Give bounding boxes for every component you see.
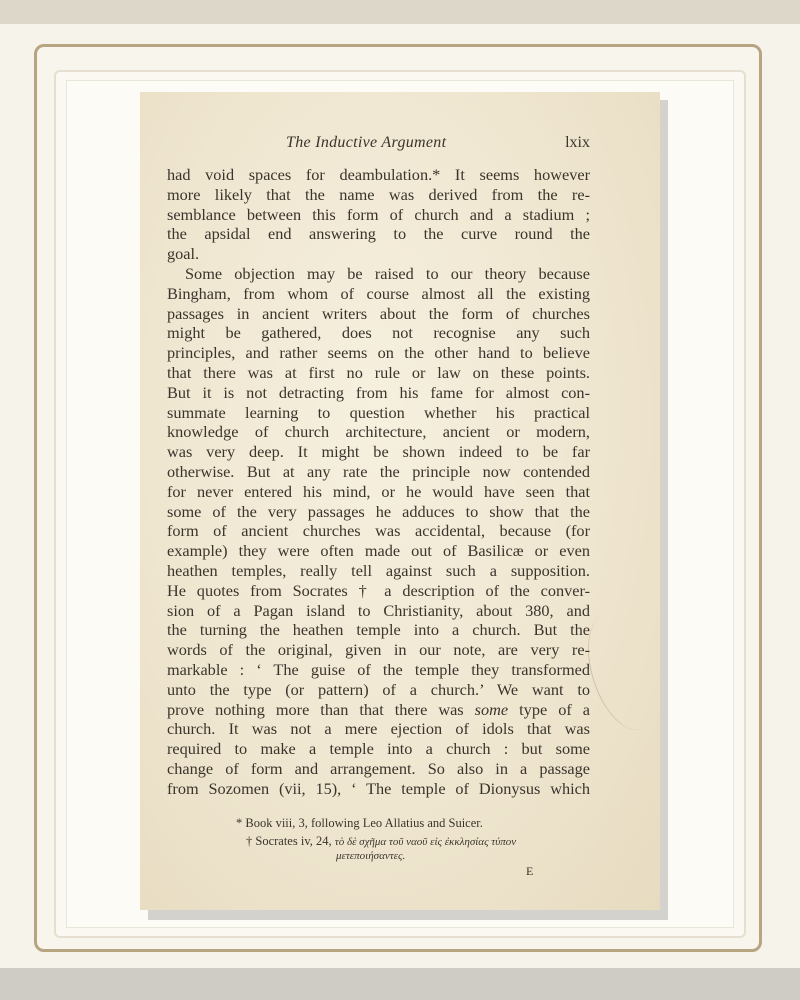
text-line-italic-word (167, 700, 590, 720)
text-line: required to make a temple into a church : but some (167, 739, 590, 759)
text-line: the turning the heathen temple into a church. But the (167, 620, 590, 640)
text-line: form of ancient churches was accidental, because (for (167, 521, 590, 541)
text-line: goal. (167, 244, 200, 264)
text-line: might be gathered, does not recognise any such (167, 323, 590, 343)
book-page (140, 92, 660, 910)
text-line: from Sozomen (vii, 15), ‘ The temple of Dionysus which (167, 778, 590, 798)
text-line: Bingham, from whom of course almost all the existing (167, 283, 590, 303)
text-line: passages in ancient writers about the form of churches (167, 303, 590, 323)
top-band (0, 0, 800, 24)
bottom-band (0, 968, 800, 1000)
text-line: was very deep. It might be shown indeed to be far (167, 442, 590, 462)
text-line: some of the very passages he adduces to show that the (167, 501, 590, 521)
text-line: But it is not detracting from his fame for almost con- (167, 382, 590, 402)
footnote-2-greek: τὸ δὲ σχῆμα τοῦ ναοῦ εἰς ἐκκλησίας τύπον (334, 836, 517, 848)
text-segment: prove nothing more than that there was (167, 699, 464, 719)
text-line: had void spaces for deambulation.* It seems however (167, 165, 590, 184)
text-line: summate learning to question whether his practical (167, 402, 590, 422)
text-line: example) they were often made out of Basilicæ or even (167, 541, 590, 561)
text-line: knowledge of church architecture, ancient or modern, (167, 422, 590, 442)
text-line: semblance between this form of church and a stadium ; (167, 204, 590, 224)
running-title: The Inductive Argument (286, 134, 447, 151)
footnote-2-continuation: μετεποιήσαντες. (336, 850, 406, 862)
text-line: He quotes from Socrates † a description of the conver- (167, 580, 590, 600)
text-segment: type of a (519, 699, 590, 719)
text-line: that there was at first no rule or law on these points. (167, 362, 590, 382)
italic-word: some (474, 699, 509, 719)
page-number: lxix (565, 134, 590, 151)
signature-mark: E (526, 864, 534, 878)
footnote-1: * Book viii, 3, following Leo Allatius and Suicer. (236, 816, 483, 830)
text-line: for never entered his mind, or he would have seen that (167, 481, 590, 501)
text-line: markable : ‘ The guise of the temple they transformed (167, 659, 590, 679)
running-head (140, 134, 660, 156)
text-line: the apsidal end answering to the curve round the (167, 224, 590, 244)
body-text (167, 165, 590, 799)
text-line: words of the original, given in our note, are very re- (167, 640, 590, 660)
text-line: sion of a Pagan island to Christianity, about 380, and (167, 600, 590, 620)
text-line: more likely that the name was derived from the re- (167, 184, 590, 204)
text-line: unto the type (or pattern) of a church.’ We want to (167, 679, 590, 699)
text-line: church. It was not a mere ejection of idols that was (167, 719, 590, 739)
text-line: principles, and rather seems on the other hand to believe (167, 343, 590, 363)
footnote-2 (246, 834, 516, 849)
text-line: otherwise. But at any rate the principle now contended (167, 461, 590, 481)
text-line: Some objection may be raised to our theory because (185, 263, 590, 283)
text-line: heathen temples, really tell against such a supposition. (167, 560, 590, 580)
text-line: change of form and arrangement. So also in a passage (167, 758, 590, 778)
footnote-2-prefix: † Socrates iv, 24, (246, 834, 332, 848)
